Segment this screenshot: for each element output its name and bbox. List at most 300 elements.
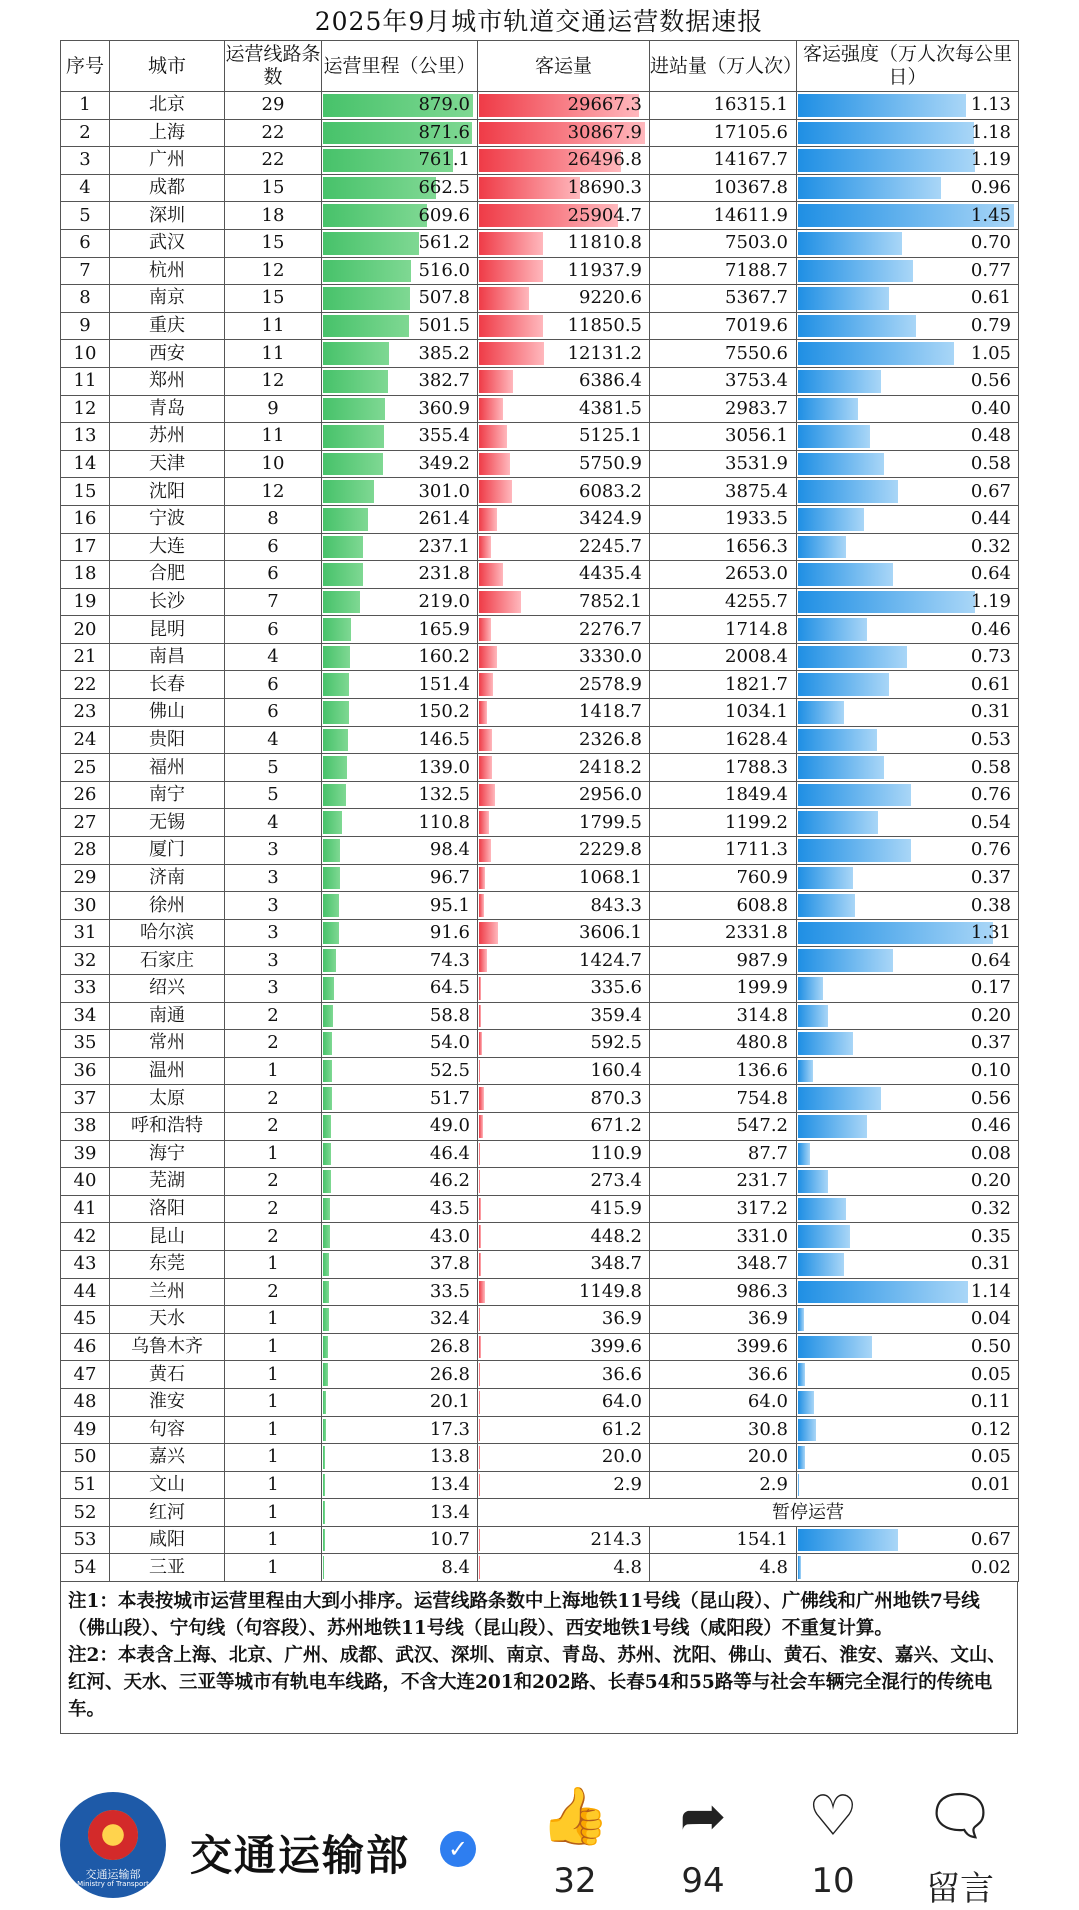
cell-ridership-bar bbox=[479, 287, 529, 310]
cell-city: 天津 bbox=[110, 450, 225, 478]
cell-ridership bbox=[478, 340, 650, 368]
table-row bbox=[61, 312, 1019, 340]
cell-length-bar bbox=[323, 1501, 325, 1524]
cell-intensity bbox=[797, 588, 1019, 616]
cell-entries: 3753.4 bbox=[650, 367, 797, 395]
thumbs-up-icon: 👍 bbox=[540, 1784, 610, 1849]
cell-lines: 3 bbox=[225, 892, 322, 920]
cell-entries: 4.8 bbox=[650, 1554, 797, 1582]
cell-length bbox=[322, 1140, 478, 1168]
cell-rank: 51 bbox=[61, 1471, 110, 1499]
cell-length-value: 98.4 bbox=[429, 839, 470, 861]
cell-lines: 6 bbox=[225, 533, 322, 561]
cell-rank: 28 bbox=[61, 837, 110, 865]
cell-intensity-bar bbox=[798, 756, 884, 779]
cell-ridership-bar bbox=[479, 756, 492, 779]
table-row bbox=[61, 1195, 1019, 1223]
cell-length-bar bbox=[323, 756, 347, 779]
note-2: 注2：本表含上海、北京、广州、成都、武汉、深圳、南京、青岛、苏州、沈阳、佛山、黄石、淮安、嘉兴、文山、红河、天水、三亚等城市有轨电车线路，不含大连201和202路、长春54和55路等与社会车辆完全混行的传统电车。 bbox=[68, 1645, 1006, 1721]
cell-length-value: 151.4 bbox=[418, 673, 470, 695]
cell-length bbox=[322, 147, 478, 175]
cell-ridership bbox=[478, 1361, 650, 1389]
cell-ridership bbox=[478, 1140, 650, 1168]
cell-length bbox=[322, 1112, 478, 1140]
cell-length-bar bbox=[323, 701, 349, 724]
cell-ridership bbox=[478, 478, 650, 506]
cell-length-value: 231.8 bbox=[418, 563, 470, 585]
cell-length-bar bbox=[323, 1005, 333, 1028]
cell-ridership-value: 26496.8 bbox=[567, 149, 642, 171]
cell-ridership-value: 348.7 bbox=[590, 1253, 642, 1275]
table-row bbox=[61, 147, 1019, 175]
cell-ridership bbox=[478, 1002, 650, 1030]
cell-ridership-value: 4435.4 bbox=[579, 563, 642, 585]
cell-intensity-value: 1.18 bbox=[970, 121, 1011, 143]
cell-ridership bbox=[478, 174, 650, 202]
table-row bbox=[61, 864, 1019, 892]
cell-ridership-bar bbox=[479, 260, 543, 283]
cell-entries: 10367.8 bbox=[650, 174, 797, 202]
cell-length-bar bbox=[323, 1474, 325, 1497]
cell-length bbox=[322, 1416, 478, 1444]
cell-ridership-bar bbox=[479, 1391, 480, 1414]
cell-entries: 399.6 bbox=[650, 1333, 797, 1361]
cell-entries: 608.8 bbox=[650, 892, 797, 920]
cell-intensity-value: 1.13 bbox=[970, 94, 1011, 116]
cell-ridership-value: 2326.8 bbox=[579, 728, 642, 750]
cell-length bbox=[322, 533, 478, 561]
cell-ridership-value: 61.2 bbox=[601, 1418, 642, 1440]
table-row bbox=[61, 919, 1019, 947]
cell-intensity-bar bbox=[798, 1474, 799, 1497]
cell-intensity-value: 0.61 bbox=[970, 287, 1011, 309]
cell-rank: 39 bbox=[61, 1140, 110, 1168]
cell-intensity-bar bbox=[798, 1336, 872, 1359]
cell-city: 嘉兴 bbox=[110, 1444, 225, 1472]
verified-badge-icon: ✓ bbox=[440, 1831, 476, 1867]
cell-intensity bbox=[797, 1085, 1019, 1113]
cell-ridership bbox=[478, 643, 650, 671]
cell-city: 红河 bbox=[110, 1499, 225, 1527]
cell-city: 深圳 bbox=[110, 202, 225, 230]
cell-length bbox=[322, 174, 478, 202]
cell-city: 哈尔滨 bbox=[110, 919, 225, 947]
cell-length-value: 91.6 bbox=[429, 922, 470, 944]
cell-intensity-value: 0.31 bbox=[970, 701, 1011, 723]
cell-city: 咸阳 bbox=[110, 1526, 225, 1554]
cell-lines: 1 bbox=[225, 1444, 322, 1472]
cell-entries: 1199.2 bbox=[650, 809, 797, 837]
cell-intensity-bar bbox=[798, 646, 907, 669]
cell-intensity-value: 0.05 bbox=[970, 1363, 1011, 1385]
cell-length bbox=[322, 1085, 478, 1113]
table-row bbox=[61, 1057, 1019, 1085]
metro-data-table bbox=[60, 40, 1019, 1582]
cell-length-value: 355.4 bbox=[418, 425, 470, 447]
cell-entries: 16315.1 bbox=[650, 92, 797, 120]
cell-intensity-bar bbox=[798, 867, 853, 890]
cell-intensity bbox=[797, 1002, 1019, 1030]
cell-length-value: 74.3 bbox=[429, 949, 470, 971]
cell-length-value: 43.0 bbox=[429, 1225, 470, 1247]
cell-length-value: 13.4 bbox=[429, 1501, 470, 1523]
favorite-button[interactable] bbox=[773, 1784, 893, 1901]
cell-lines: 22 bbox=[225, 147, 322, 175]
cell-intensity bbox=[797, 340, 1019, 368]
cell-ridership-bar bbox=[479, 1005, 481, 1028]
cell-intensity bbox=[797, 423, 1019, 451]
logo-text: 交通运输部 bbox=[85, 1868, 141, 1881]
cell-rank: 17 bbox=[61, 533, 110, 561]
cell-ridership bbox=[478, 1444, 650, 1472]
cell-entries: 231.7 bbox=[650, 1168, 797, 1196]
cell-ridership-bar bbox=[479, 1336, 481, 1359]
cell-length-value: 879.0 bbox=[418, 94, 470, 116]
cell-entries: 760.9 bbox=[650, 864, 797, 892]
cell-ridership-value: 110.9 bbox=[590, 1142, 642, 1164]
cell-length-value: 51.7 bbox=[429, 1087, 470, 1109]
like-button[interactable] bbox=[515, 1784, 635, 1901]
cell-intensity-value: 0.10 bbox=[970, 1060, 1011, 1082]
cell-length-value: 46.4 bbox=[429, 1142, 470, 1164]
cell-intensity bbox=[797, 395, 1019, 423]
cell-length-value: 37.8 bbox=[429, 1253, 470, 1275]
cell-entries: 1656.3 bbox=[650, 533, 797, 561]
cell-intensity bbox=[797, 1554, 1019, 1582]
cell-intensity bbox=[797, 505, 1019, 533]
cell-rank: 20 bbox=[61, 616, 110, 644]
cell-ridership-bar bbox=[479, 949, 487, 972]
cell-length-value: 160.2 bbox=[418, 646, 470, 668]
cell-city: 乌鲁木齐 bbox=[110, 1333, 225, 1361]
share-button[interactable] bbox=[643, 1784, 763, 1901]
cell-intensity-value: 0.70 bbox=[970, 232, 1011, 254]
cell-length-value: 96.7 bbox=[429, 866, 470, 888]
cell-entries: 1034.1 bbox=[650, 699, 797, 727]
cell-length-value: 507.8 bbox=[418, 287, 470, 309]
cell-length-value: 871.6 bbox=[418, 121, 470, 143]
cell-ridership-bar bbox=[479, 370, 513, 393]
cell-rank: 19 bbox=[61, 588, 110, 616]
cell-ridership bbox=[478, 809, 650, 837]
cell-intensity-bar bbox=[798, 922, 993, 945]
cell-rank: 23 bbox=[61, 699, 110, 727]
cell-lines: 8 bbox=[225, 505, 322, 533]
cell-entries: 3875.4 bbox=[650, 478, 797, 506]
cell-ridership bbox=[478, 119, 650, 147]
cell-rank: 41 bbox=[61, 1195, 110, 1223]
cell-entries: 4255.7 bbox=[650, 588, 797, 616]
cell-length-value: 301.0 bbox=[418, 480, 470, 502]
cell-lines: 1 bbox=[225, 1140, 322, 1168]
cell-ridership bbox=[478, 147, 650, 175]
cell-ridership bbox=[478, 1168, 650, 1196]
cell-rank: 53 bbox=[61, 1526, 110, 1554]
cell-length bbox=[322, 1554, 478, 1582]
table-header-row bbox=[61, 41, 1019, 92]
cell-lines: 11 bbox=[225, 423, 322, 451]
cell-length bbox=[322, 671, 478, 699]
cell-intensity bbox=[797, 1195, 1019, 1223]
cell-ridership-value: 6386.4 bbox=[579, 370, 642, 392]
cell-intensity-value: 0.48 bbox=[970, 425, 1011, 447]
cell-intensity bbox=[797, 754, 1019, 782]
cell-lines: 3 bbox=[225, 864, 322, 892]
cell-ridership-bar bbox=[479, 563, 503, 586]
cell-intensity-bar bbox=[798, 94, 966, 117]
cell-ridership-bar bbox=[479, 1308, 480, 1331]
cell-intensity bbox=[797, 174, 1019, 202]
cell-ridership bbox=[478, 1057, 650, 1085]
cell-ridership-value: 448.2 bbox=[590, 1225, 642, 1247]
cell-length-bar bbox=[323, 1363, 328, 1386]
cell-rank: 24 bbox=[61, 726, 110, 754]
cell-entries: 7019.6 bbox=[650, 312, 797, 340]
cell-ridership-bar bbox=[479, 1032, 482, 1055]
cell-ridership bbox=[478, 533, 650, 561]
cell-city: 南昌 bbox=[110, 643, 225, 671]
table-row bbox=[61, 367, 1019, 395]
table-row bbox=[61, 947, 1019, 975]
cell-city: 济南 bbox=[110, 864, 225, 892]
cell-city: 大连 bbox=[110, 533, 225, 561]
cell-intensity-value: 0.46 bbox=[970, 618, 1011, 640]
cell-length-bar bbox=[323, 1060, 332, 1083]
cell-length-bar bbox=[323, 508, 368, 531]
cell-entries: 2008.4 bbox=[650, 643, 797, 671]
cell-length-value: 64.5 bbox=[429, 977, 470, 999]
cell-ridership-value: 4.8 bbox=[613, 1556, 642, 1578]
report-title: 2025年9月城市轨道交通运营数据速报 bbox=[314, 7, 764, 36]
cell-intensity-value: 0.37 bbox=[970, 1032, 1011, 1054]
cell-city: 句容 bbox=[110, 1416, 225, 1444]
cell-ridership-bar bbox=[479, 867, 485, 890]
cell-ridership-bar bbox=[479, 315, 543, 338]
cell-ridership bbox=[478, 754, 650, 782]
cell-length-value: 8.4 bbox=[441, 1556, 470, 1578]
cell-length-bar bbox=[323, 1446, 325, 1469]
cell-intensity bbox=[797, 975, 1019, 1003]
cell-entries: 30.8 bbox=[650, 1416, 797, 1444]
cell-ridership-value: 2418.2 bbox=[579, 756, 642, 778]
cell-lines: 6 bbox=[225, 671, 322, 699]
cell-intensity bbox=[797, 1416, 1019, 1444]
table-body bbox=[61, 92, 1019, 1582]
cell-length-bar bbox=[323, 1115, 331, 1138]
ministry-logo[interactable] bbox=[60, 1792, 166, 1898]
cell-ridership-value: 2.9 bbox=[613, 1473, 642, 1495]
cell-entries: 480.8 bbox=[650, 1030, 797, 1058]
cell-ridership bbox=[478, 1195, 650, 1223]
cell-length bbox=[322, 312, 478, 340]
account-name[interactable]: 交通运输部 bbox=[190, 1831, 411, 1880]
cell-lines: 3 bbox=[225, 919, 322, 947]
table-row bbox=[61, 395, 1019, 423]
cell-ridership-value: 5750.9 bbox=[579, 453, 642, 475]
cell-city: 常州 bbox=[110, 1030, 225, 1058]
cell-lines: 1 bbox=[225, 1361, 322, 1389]
cell-city: 福州 bbox=[110, 754, 225, 782]
cell-intensity bbox=[797, 1112, 1019, 1140]
table-row bbox=[61, 892, 1019, 920]
cell-ridership-bar bbox=[479, 480, 512, 503]
cell-intensity bbox=[797, 533, 1019, 561]
cell-ridership bbox=[478, 1278, 650, 1306]
cell-length-value: 609.6 bbox=[418, 204, 470, 226]
cell-length-bar bbox=[323, 1143, 331, 1166]
cell-ridership-bar bbox=[479, 811, 489, 834]
cell-city: 石家庄 bbox=[110, 947, 225, 975]
cell-intensity bbox=[797, 1250, 1019, 1278]
cell-ridership bbox=[478, 588, 650, 616]
comment-button[interactable] bbox=[900, 1784, 1020, 1910]
cell-length-bar bbox=[323, 342, 389, 365]
cell-city: 海宁 bbox=[110, 1140, 225, 1168]
cell-intensity-value: 1.19 bbox=[970, 590, 1011, 612]
cell-intensity bbox=[797, 1223, 1019, 1251]
cell-length bbox=[322, 975, 478, 1003]
cell-rank: 31 bbox=[61, 919, 110, 947]
cell-intensity-bar bbox=[798, 508, 864, 531]
cell-ridership-bar bbox=[479, 618, 491, 641]
cell-rank: 36 bbox=[61, 1057, 110, 1085]
table-row bbox=[61, 837, 1019, 865]
table-row bbox=[61, 92, 1019, 120]
cell-ridership bbox=[478, 699, 650, 727]
cell-lines: 12 bbox=[225, 478, 322, 506]
cell-rank: 11 bbox=[61, 367, 110, 395]
cell-rank: 30 bbox=[61, 892, 110, 920]
cell-rank: 7 bbox=[61, 257, 110, 285]
cell-ridership-bar bbox=[479, 1060, 480, 1083]
cell-intensity-bar bbox=[798, 1005, 828, 1028]
cell-intensity-bar bbox=[798, 122, 974, 145]
cell-length-value: 13.8 bbox=[429, 1446, 470, 1468]
cell-intensity-bar bbox=[798, 1253, 844, 1276]
cell-city: 太原 bbox=[110, 1085, 225, 1113]
cell-entries: 199.9 bbox=[650, 975, 797, 1003]
table-row bbox=[61, 1085, 1019, 1113]
cell-entries: 7550.6 bbox=[650, 340, 797, 368]
cell-lines: 2 bbox=[225, 1195, 322, 1223]
cell-lines: 2 bbox=[225, 1002, 322, 1030]
cell-length-value: 219.0 bbox=[418, 590, 470, 612]
cell-ridership-bar bbox=[479, 398, 503, 421]
cell-intensity bbox=[797, 1057, 1019, 1085]
cell-intensity-bar bbox=[798, 398, 858, 421]
cell-ridership-bar bbox=[479, 1529, 480, 1552]
cell-length-value: 261.4 bbox=[418, 508, 470, 530]
comment-plus-icon: 🗨 bbox=[924, 1784, 996, 1849]
cell-entries: 2.9 bbox=[650, 1471, 797, 1499]
cell-length bbox=[322, 1361, 478, 1389]
cell-ridership-bar bbox=[479, 701, 487, 724]
cell-entries: 7503.0 bbox=[650, 229, 797, 257]
cell-length bbox=[322, 643, 478, 671]
cell-intensity-bar bbox=[798, 673, 889, 696]
cell-ridership bbox=[478, 892, 650, 920]
cell-length-value: 110.8 bbox=[418, 811, 470, 833]
cell-length bbox=[322, 561, 478, 589]
cell-ridership-bar bbox=[479, 536, 491, 559]
cell-lines: 6 bbox=[225, 561, 322, 589]
cell-lines: 3 bbox=[225, 947, 322, 975]
cell-intensity-bar bbox=[798, 425, 870, 448]
cell-length-bar bbox=[323, 370, 388, 393]
cell-intensity-bar bbox=[798, 839, 911, 862]
cell-ridership-bar bbox=[479, 232, 543, 255]
cell-length bbox=[322, 450, 478, 478]
cell-entries: 14167.7 bbox=[650, 147, 797, 175]
cell-lines: 1 bbox=[225, 1471, 322, 1499]
cell-ridership-bar bbox=[479, 1115, 483, 1138]
table-row bbox=[61, 1030, 1019, 1058]
cell-entries: 317.2 bbox=[650, 1195, 797, 1223]
cell-rank: 48 bbox=[61, 1388, 110, 1416]
table-row bbox=[61, 726, 1019, 754]
cell-rank: 40 bbox=[61, 1168, 110, 1196]
cell-ridership bbox=[478, 423, 650, 451]
cell-ridership bbox=[478, 1223, 650, 1251]
cell-intensity-value: 0.67 bbox=[970, 1529, 1011, 1551]
header-entries: 进站量（万人次） bbox=[650, 41, 797, 92]
table-row bbox=[61, 1168, 1019, 1196]
cell-lines: 1 bbox=[225, 1526, 322, 1554]
cell-rank: 49 bbox=[61, 1416, 110, 1444]
cell-city: 天水 bbox=[110, 1306, 225, 1334]
cell-lines: 11 bbox=[225, 340, 322, 368]
cell-length bbox=[322, 367, 478, 395]
cell-intensity-bar bbox=[798, 977, 823, 1000]
cell-entries: 7188.7 bbox=[650, 257, 797, 285]
table-row bbox=[61, 505, 1019, 533]
cell-ridership-value: 843.3 bbox=[590, 894, 642, 916]
cell-length bbox=[322, 809, 478, 837]
cell-intensity-value: 1.19 bbox=[970, 149, 1011, 171]
cell-intensity-value: 0.46 bbox=[970, 1115, 1011, 1137]
cell-entries: 64.0 bbox=[650, 1388, 797, 1416]
cell-intensity bbox=[797, 285, 1019, 313]
cell-length-value: 385.2 bbox=[418, 342, 470, 364]
cell-intensity-value: 0.12 bbox=[970, 1418, 1011, 1440]
cell-lines: 1 bbox=[225, 1057, 322, 1085]
cell-intensity bbox=[797, 147, 1019, 175]
cell-rank: 12 bbox=[61, 395, 110, 423]
cell-length-bar bbox=[323, 1419, 326, 1442]
cell-intensity bbox=[797, 781, 1019, 809]
cell-intensity bbox=[797, 809, 1019, 837]
cell-intensity-value: 0.96 bbox=[970, 177, 1011, 199]
cell-intensity-bar bbox=[798, 1115, 867, 1138]
cell-length bbox=[322, 699, 478, 727]
cell-length-value: 139.0 bbox=[418, 756, 470, 778]
cell-ridership-value: 36.6 bbox=[601, 1363, 642, 1385]
cell-length-bar bbox=[323, 1253, 329, 1276]
cell-ridership bbox=[478, 616, 650, 644]
cell-length bbox=[322, 340, 478, 368]
cell-city: 上海 bbox=[110, 119, 225, 147]
cell-intensity-bar bbox=[798, 287, 889, 310]
cell-rank: 43 bbox=[61, 1250, 110, 1278]
cell-ridership-value: 4381.5 bbox=[579, 397, 642, 419]
cell-intensity bbox=[797, 229, 1019, 257]
cell-intensity-value: 0.01 bbox=[970, 1473, 1011, 1495]
cell-ridership bbox=[478, 505, 650, 533]
cell-ridership bbox=[478, 312, 650, 340]
cell-lines: 12 bbox=[225, 257, 322, 285]
cell-ridership-bar bbox=[479, 1143, 480, 1166]
cell-lines: 3 bbox=[225, 837, 322, 865]
